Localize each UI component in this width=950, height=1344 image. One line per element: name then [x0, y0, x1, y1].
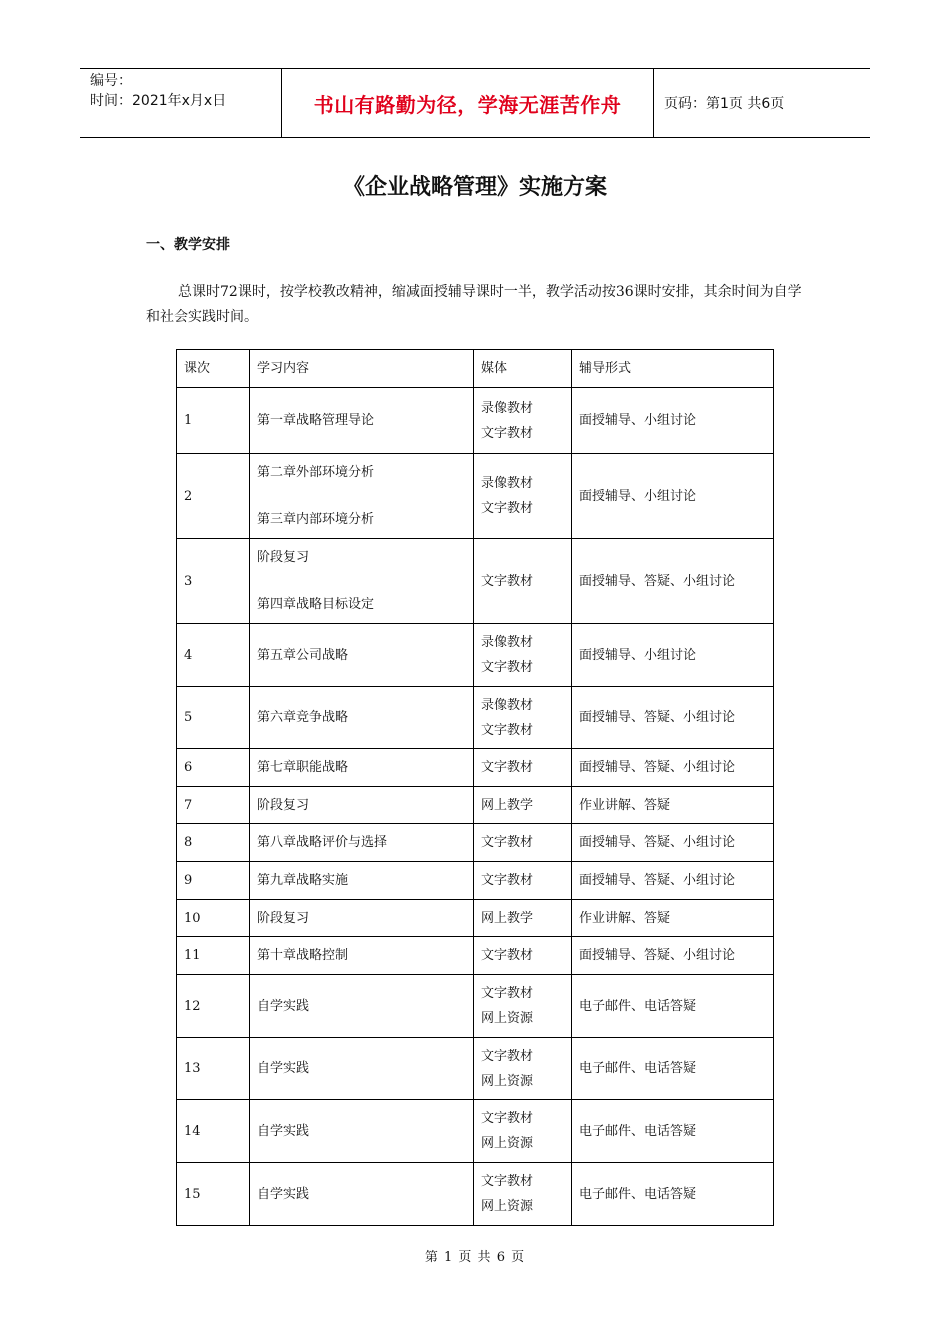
table-row [177, 975, 774, 1038]
tutoring-form-cell: 面授辅导、答疑、小组讨论 [572, 862, 774, 900]
media-line: 文字教材 [481, 501, 534, 516]
content-cell [250, 388, 474, 454]
document-time-label: 时间：2021年x月x日 [90, 93, 227, 109]
table-row [177, 1038, 774, 1100]
tutoring-form-cell: 面授辅导、答疑、小组讨论 [572, 824, 774, 862]
table-row [177, 687, 774, 749]
tutoring-form-cell: 面授辅导、答疑、小组讨论 [572, 687, 774, 749]
media-cell [474, 624, 572, 687]
media-cell [474, 539, 572, 624]
table-row [177, 862, 774, 900]
page-header [80, 68, 870, 138]
media-line: 网上资源 [481, 1199, 534, 1214]
lesson-number-cell: 7 [177, 787, 250, 824]
media-line: 文字教材 [481, 660, 534, 675]
content-line: 第三章内部环境分析 [257, 512, 375, 527]
content-line: 第八章战略评价与选择 [257, 835, 388, 850]
media-line: 文字教材 [481, 835, 534, 850]
tutoring-form-cell: 面授辅导、小组讨论 [572, 454, 774, 539]
media-line: 录像教材 [481, 697, 534, 713]
media-cell [474, 824, 572, 862]
document-title: 《企业战略管理》实施方案 [342, 175, 607, 200]
media-line: 录像教材 [481, 400, 534, 416]
header-page-info: 页码：第1页 共6页 [664, 96, 785, 112]
tutoring-form-cell: 作业讲解、答疑 [572, 787, 774, 824]
media-line: 文字教材 [481, 1111, 534, 1126]
lesson-number-cell: 9 [177, 862, 250, 900]
media-cell [474, 454, 572, 539]
table-row [177, 937, 774, 975]
content-cell [250, 1163, 474, 1226]
media-line: 文字教材 [481, 573, 534, 589]
content-line: 自学实践 [257, 1061, 310, 1076]
content-cell [250, 749, 474, 787]
table-row [177, 1100, 774, 1163]
schedule-table [176, 349, 774, 1226]
media-line: 文字教材 [481, 1174, 534, 1189]
document-number-label: 编号： [90, 73, 132, 89]
table-row [177, 824, 774, 862]
intro-paragraph: 总课时72课时，按学校教改精神，缩减面授辅导课时一半，教学活动按36课时安排，其余时间为自学和社会实践时间。 [146, 284, 802, 325]
lesson-number-cell: 6 [177, 749, 250, 787]
lesson-number-cell: 5 [177, 687, 250, 749]
media-cell [474, 787, 572, 824]
media-line: 文字教材 [481, 986, 534, 1001]
content-cell [250, 787, 474, 824]
media-line: 文字教材 [481, 425, 534, 441]
content-line: 第二章外部环境分析 [257, 465, 375, 480]
media-line: 文字教材 [481, 1048, 534, 1064]
content-line: 第五章公司战略 [257, 647, 349, 663]
media-line: 文字教材 [481, 873, 534, 888]
media-cell [474, 975, 572, 1038]
table-row [177, 1163, 774, 1226]
table-header-row [177, 350, 774, 388]
media-line: 网上资源 [481, 1073, 534, 1089]
content-cell [250, 824, 474, 862]
media-cell [474, 900, 572, 937]
table-row [177, 624, 774, 687]
media-cell [474, 1100, 572, 1163]
tutoring-form-cell: 面授辅导、答疑、小组讨论 [572, 749, 774, 787]
media-cell [474, 1163, 572, 1226]
content-line: 阶段复习 [257, 550, 310, 565]
content-line: 第七章职能战略 [257, 760, 349, 775]
media-cell [474, 687, 572, 749]
lesson-number-cell: 10 [177, 900, 250, 937]
tutoring-form-cell: 面授辅导、答疑、小组讨论 [572, 539, 774, 624]
content-line: 自学实践 [257, 1123, 310, 1139]
header-meta [80, 69, 281, 137]
header-motto: 书山有路勤为径，学海无涯苦作舟 [313, 92, 622, 117]
tutoring-form-cell: 电子邮件、电话答疑 [572, 1100, 774, 1163]
tutoring-form-cell: 面授辅导、小组讨论 [572, 388, 774, 454]
content-cell [250, 539, 474, 624]
tutoring-form-cell: 电子邮件、电话答疑 [572, 1163, 774, 1226]
lesson-number-cell: 14 [177, 1100, 250, 1163]
table-row [177, 900, 774, 937]
lesson-number-cell: 8 [177, 824, 250, 862]
content-cell [250, 1038, 474, 1100]
media-cell [474, 937, 572, 975]
content-cell [250, 937, 474, 975]
lesson-number-cell: 13 [177, 1038, 250, 1100]
lesson-number-cell: 11 [177, 937, 250, 975]
table-row [177, 749, 774, 787]
header-cell-media: 媒体 [474, 350, 572, 388]
media-line: 文字教材 [481, 722, 534, 738]
media-cell [474, 749, 572, 787]
tutoring-form-cell: 作业讲解、答疑 [572, 900, 774, 937]
lesson-number-cell: 1 [177, 388, 250, 454]
content-line: 第十章战略控制 [257, 948, 349, 963]
content-line: 自学实践 [257, 998, 310, 1014]
lesson-number-cell: 12 [177, 975, 250, 1038]
header-cell-lesson: 课次 [177, 350, 250, 388]
media-line: 网上资源 [481, 1011, 534, 1026]
header-cell-content: 学习内容 [250, 350, 474, 388]
content-line: 阶段复习 [257, 910, 310, 926]
content-line: 第四章战略目标设定 [257, 597, 375, 612]
table-row [177, 539, 774, 624]
tutoring-form-cell: 面授辅导、答疑、小组讨论 [572, 937, 774, 975]
content-line: 第九章战略实施 [257, 873, 349, 888]
tutoring-form-cell: 面授辅导、小组讨论 [572, 624, 774, 687]
table-row [177, 787, 774, 824]
page-footer: 第 1 页 共 6 页 [424, 1250, 526, 1265]
content-cell [250, 1100, 474, 1163]
lesson-number-cell: 15 [177, 1163, 250, 1226]
content-line: 阶段复习 [257, 797, 310, 813]
content-cell [250, 687, 474, 749]
media-line: 网上教学 [481, 910, 534, 926]
content-line: 第一章战略管理导论 [257, 413, 375, 428]
media-cell [474, 1038, 572, 1100]
content-cell [250, 454, 474, 539]
media-line: 文字教材 [481, 760, 534, 775]
media-line: 录像教材 [481, 635, 534, 650]
content-line: 第六章竞争战略 [257, 710, 349, 725]
media-line: 网上资源 [481, 1136, 534, 1151]
media-cell [474, 388, 572, 454]
lesson-number-cell: 3 [177, 539, 250, 624]
media-line: 文字教材 [481, 948, 534, 963]
content-cell [250, 900, 474, 937]
lesson-number-cell: 2 [177, 454, 250, 539]
tutoring-form-cell: 电子邮件、电话答疑 [572, 1038, 774, 1100]
lesson-number-cell: 4 [177, 624, 250, 687]
content-cell [250, 624, 474, 687]
media-cell [474, 862, 572, 900]
header-cell-form: 辅导形式 [572, 350, 774, 388]
content-cell [250, 975, 474, 1038]
content-cell [250, 862, 474, 900]
table-row [177, 454, 774, 539]
tutoring-form-cell: 电子邮件、电话答疑 [572, 975, 774, 1038]
content-line: 自学实践 [257, 1186, 310, 1202]
section-heading: 一、教学安排 [146, 237, 230, 253]
table-row [177, 388, 774, 454]
media-line: 录像教材 [481, 476, 534, 491]
header-motto-cell [281, 69, 654, 137]
media-line: 网上教学 [481, 797, 534, 813]
